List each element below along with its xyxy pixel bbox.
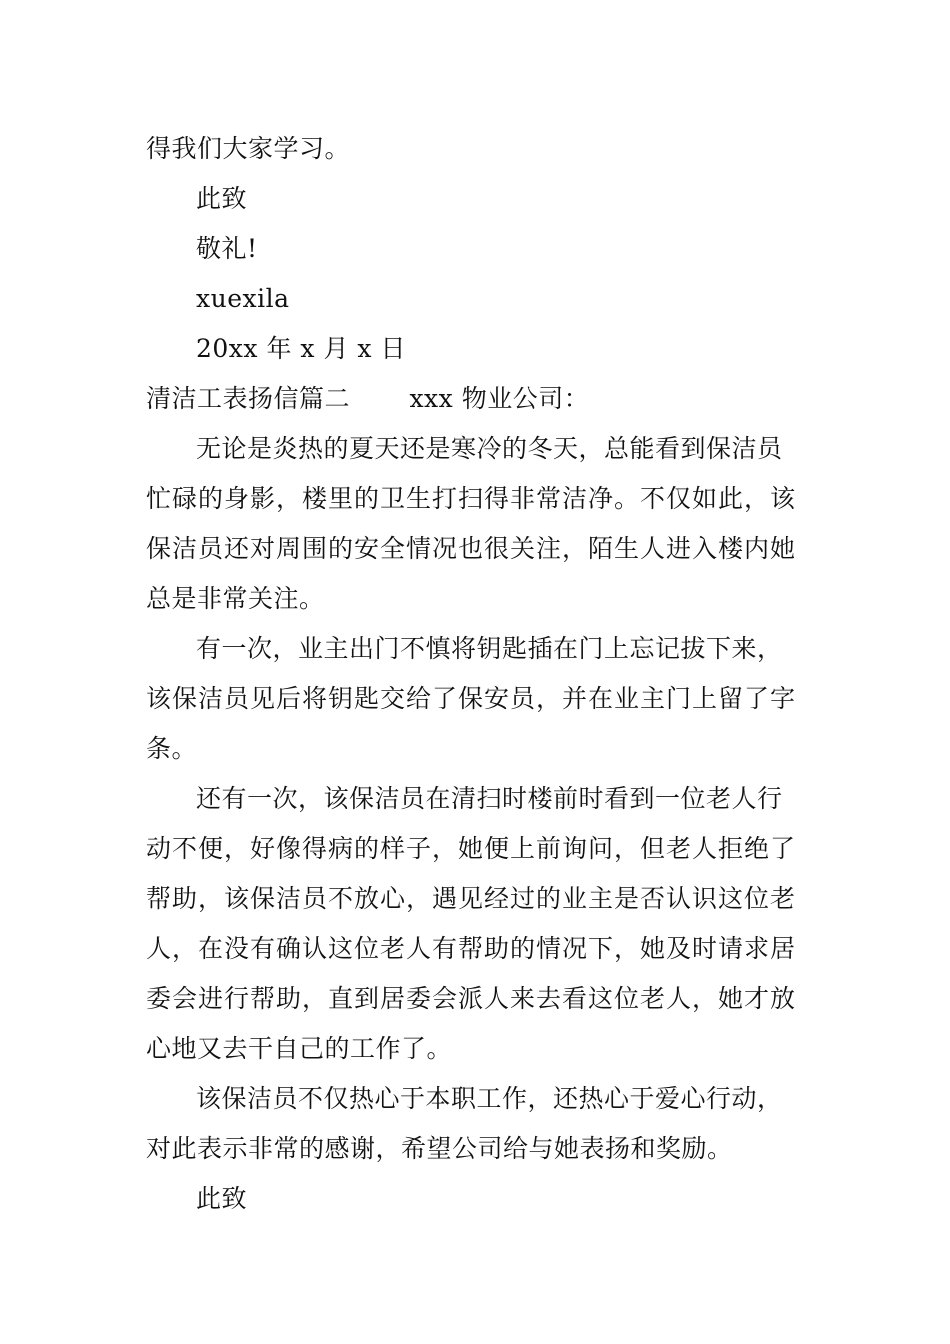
closing-regards: 敬礼! [196, 234, 258, 263]
paragraph-line: 对此表示非常的感谢，希望公司给与她表扬和奖励。 [146, 1134, 733, 1163]
paragraph-line: 有一次，业主出门不慎将钥匙插在门上忘记拔下来， [196, 634, 783, 663]
paragraph-line: 委会进行帮助，直到居委会派人来去看这位老人，她才放 [146, 984, 797, 1013]
signature-name: xuexila [196, 284, 290, 313]
paragraph-line: 保洁员还对周围的安全情况也很关注，陌生人进入楼内她 [146, 534, 797, 563]
section-heading: 清洁工表扬信篇二 xxx 物业公司： [146, 384, 590, 413]
closing-salutation: 此致 [196, 184, 248, 213]
paragraph-line: 人，在没有确认这位老人有帮助的情况下，她及时请求居 [146, 934, 797, 963]
paragraph-line: 忙碌的身影，楼里的卫生打扫得非常洁净。不仅如此，该 [146, 484, 797, 513]
paragraph-line: 总是非常关注。 [146, 584, 325, 613]
closing-salutation: 此致 [196, 1184, 248, 1213]
paragraph-line: 该保洁员不仅热心于本职工作，还热心于爱心行动， [196, 1084, 783, 1113]
signature-date: 20xx 年 x 月 x 日 [196, 334, 406, 363]
text-line: 得我们大家学习。 [146, 134, 351, 163]
paragraph-line: 条。 [146, 734, 198, 763]
paragraph-line: 该保洁员见后将钥匙交给了保安员，并在业主门上留了字 [146, 684, 797, 713]
paragraph-line: 还有一次，该保洁员在清扫时楼前时看到一位老人行 [196, 784, 783, 813]
paragraph-line: 动不便，好像得病的样子，她便上前询问，但老人拒绝了 [146, 834, 797, 863]
paragraph-line: 无论是炎热的夏天还是寒冷的冬天，总能看到保洁员 [196, 434, 783, 463]
paragraph-line: 心地又去干自己的工作了。 [146, 1034, 453, 1063]
paragraph-line: 帮助，该保洁员不放心，遇见经过的业主是否认识这位老 [146, 884, 797, 913]
